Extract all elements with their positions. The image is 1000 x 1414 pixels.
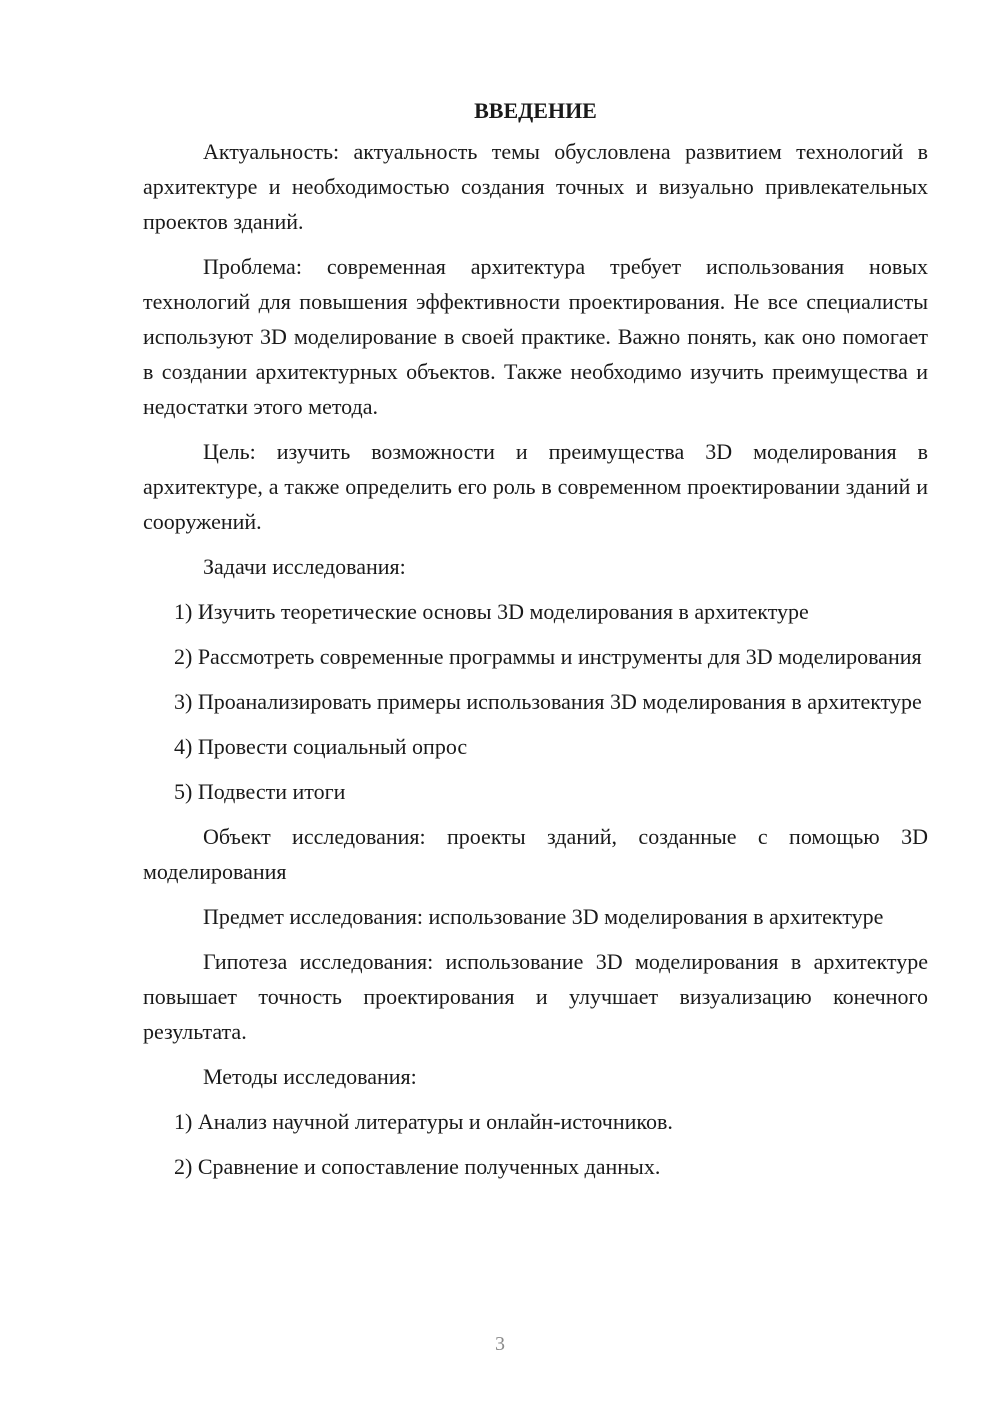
- hypothesis-paragraph: Гипотеза исследования: использование 3D моделирования в архитектуре повышает точность проектирования и улучшает визуализацию конечного результата.: [143, 949, 928, 1044]
- task-item-3: 3) Проанализировать примеры использования 3D моделирования в архитектуре: [174, 689, 922, 714]
- task-item-1: 1) Изучить теоретические основы 3D моделирования в архитектуре: [174, 599, 809, 624]
- problem-paragraph: Проблема: современная архитектура требует использования новых технологий для повышения эффективности проектирования. Не все специалисты используют 3D моделирование в своей практике. Важно понять, как оно помогает в создании архитектурных объектов. Также необходимо изучить преимущества и недостатки этого метода.: [143, 254, 928, 419]
- task-item-4: 4) Провести социальный опрос: [174, 734, 468, 759]
- tasks-heading: Задачи исследования:: [203, 554, 406, 579]
- relevance-paragraph: Актуальность: актуальность темы обусловлена развитием технологий в архитектуре и необходимостью создания точных и визуально привлекательных проектов зданий.: [143, 139, 928, 234]
- document-page: [143, 93, 928, 1194]
- task-item-2: 2) Рассмотреть современные программы и инструменты для 3D моделирования: [174, 644, 922, 669]
- object-paragraph: Объект исследования: проекты зданий, созданные с помощью 3D моделирования: [143, 824, 928, 884]
- page-number: 3: [495, 1333, 505, 1355]
- section-title: ВВЕДЕНИЕ: [474, 98, 597, 123]
- methods-heading: Методы исследования:: [203, 1064, 417, 1089]
- task-item-5: 5) Подвести итоги: [174, 779, 346, 804]
- goal-paragraph: Цель: изучить возможности и преимущества 3D моделирования в архитектуре, а также определить его роль в современном проектировании зданий и сооружений.: [143, 439, 928, 534]
- method-item-2: 2) Сравнение и сопоставление полученных данных.: [174, 1154, 661, 1179]
- subject-paragraph: Предмет исследования: использование 3D моделирования в архитектуре: [203, 904, 884, 929]
- method-item-1: 1) Анализ научной литературы и онлайн-источников.: [174, 1109, 673, 1134]
